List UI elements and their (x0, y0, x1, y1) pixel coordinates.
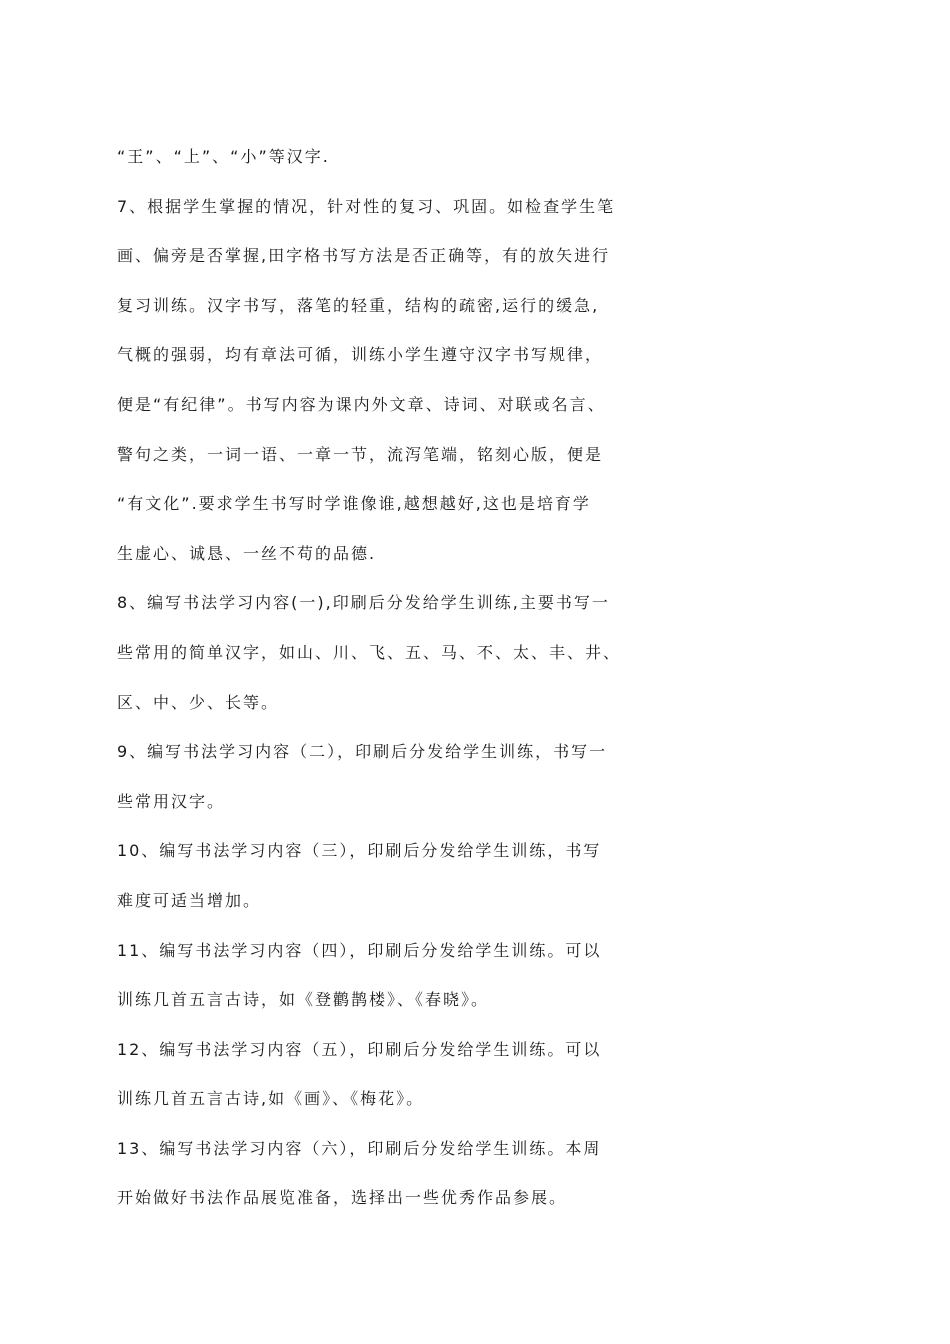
body-text (117, 132, 847, 1223)
text-line: 些常用的简单汉字，如山、川、飞、五、马、不、太、丰、井、 (117, 642, 622, 662)
text-line: 警句之类，一词一语、一章一节，流泻笔端，铭刻心版，便是 (117, 444, 604, 464)
text-line: “有文化”.要求学生书写时学谁像谁,越想越好,这也是培育学 (117, 494, 591, 514)
text-line: 11、编写书法学习内容（四），印刷后分发给学生训练。可以 (117, 940, 602, 960)
text-line: 便是“有纪律”。书写内容为课内外文章、诗词、对联或名言、 (117, 394, 606, 414)
text-line: “王”、“上”、“小”等汉字. (117, 147, 330, 166)
text-line: 10、编写书法学习内容（三），印刷后分发给学生训练，书写 (117, 841, 602, 861)
text-line: 9、编写书法学习内容（二），印刷后分发给学生训练，书写一 (117, 742, 608, 762)
text-line: 生虚心、诚恳、一丝不苟的品德. (117, 543, 377, 563)
text-line: 些常用汉字。 (117, 791, 226, 811)
text-line: 7、根据学生掌握的情况，针对性的复习、巩固。如检查学生笔 (117, 196, 616, 216)
text-line: 训练几首五言古诗,如《画》、《梅花》。 (117, 1089, 425, 1109)
text-line: 开始做好书法作品展览准备，选择出一些优秀作品参展。 (117, 1188, 568, 1208)
text-line: 13、编写书法学习内容（六），印刷后分发给学生训练。本周 (117, 1138, 602, 1158)
text-line: 难度可适当增加。 (117, 890, 262, 910)
text-line: 8、编写书法学习内容(一),印刷后分发给学生训练,主要书写一 (117, 593, 610, 613)
text-line: 复习训练。汉字书写，落笔的轻重，结构的疏密,运行的缓急, (117, 295, 600, 315)
text-line: 区、中、少、长等。 (117, 692, 280, 712)
text-line: 画、偏旁是否掌握,田字格书写方法是否正确等，有的放矢进行 (117, 246, 611, 266)
text-line: 训练几首五言古诗，如《登鹳鹊楼》、《春晓》。 (117, 990, 490, 1010)
text-line: 气概的强弱，均有章法可循，训练小学生遵守汉字书写规律， (117, 345, 604, 365)
text-line: 12、编写书法学习内容（五），印刷后分发给学生训练。可以 (117, 1039, 602, 1059)
